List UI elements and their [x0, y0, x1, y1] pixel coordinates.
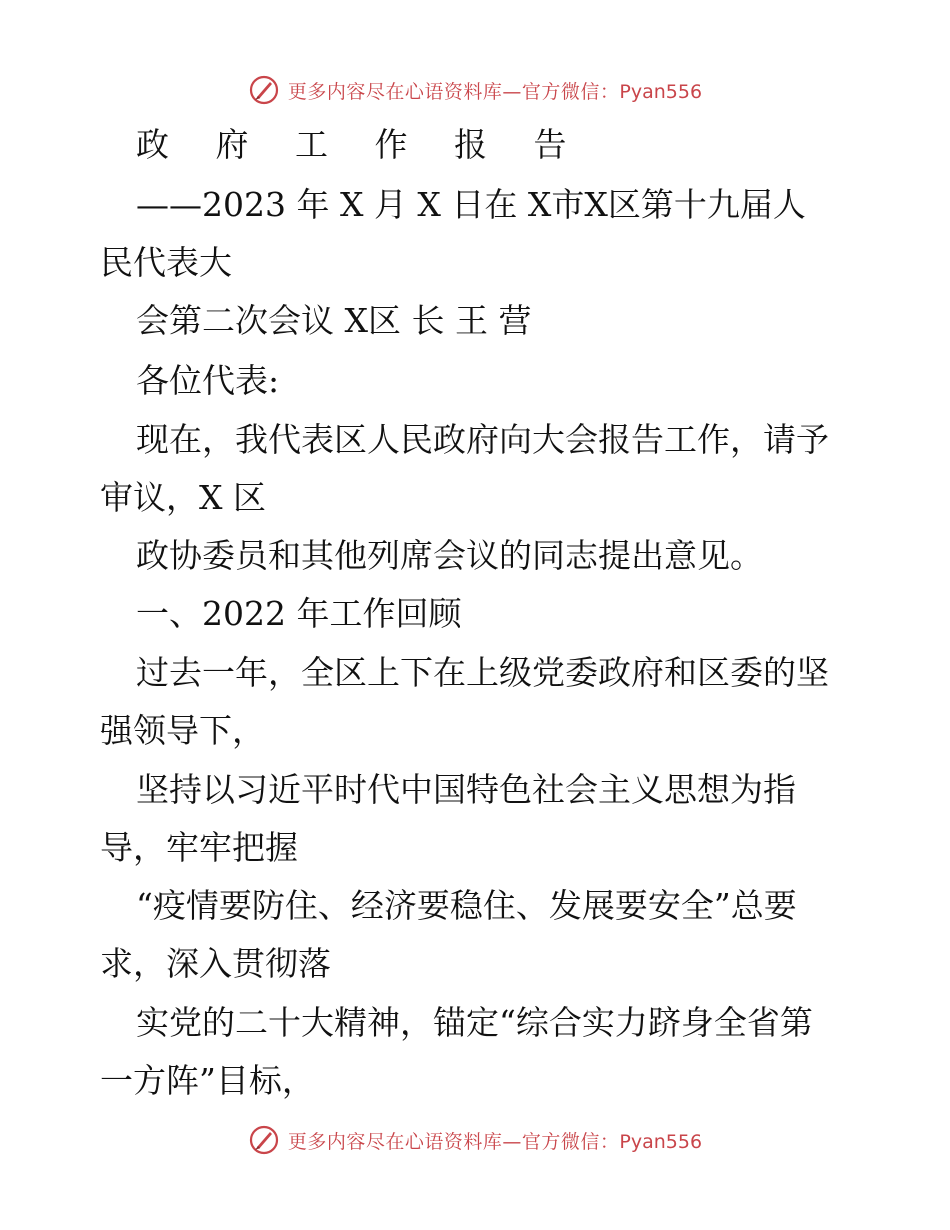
section-heading: 一、2022 年工作回顾 [136, 594, 462, 633]
watermark-text: 更多内容尽在心语资料库—官方微信： [287, 1130, 620, 1153]
paragraph-line: 坚持以习近平时代中国特色社会主义思想为指 [136, 770, 796, 809]
quill-pen-logo-icon [248, 1124, 280, 1156]
document-title: 政 府 工 作 报 告 [136, 125, 585, 164]
quill-pen-logo-icon [248, 74, 280, 106]
paragraph-line: 导，牢牢把握 [100, 828, 298, 867]
paragraph-line: 审议，X 区 [100, 478, 266, 517]
footer-watermark [0, 1120, 950, 1160]
document-subtitle-line: 民代表大 [100, 243, 232, 282]
paragraph-line: “疫情要防住、经济要稳住、发展要安全”总要 [136, 886, 797, 925]
paragraph-line: 一方阵”目标， [100, 1061, 315, 1100]
paragraph-line: 强领导下， [100, 711, 265, 750]
paragraph-line: 过去一年，全区上下在上级党委政府和区委的坚 [136, 653, 829, 692]
watermark-wechat-id: Pyan556 [619, 1130, 703, 1153]
watermark-text: 更多内容尽在心语资料库—官方微信： [287, 80, 620, 103]
document-subtitle-line: ——2023 年 X 月 X 日在 X市X区第十九届人 [136, 185, 806, 224]
document-subtitle-line: 会第二次会议 X区 长 王 营 [136, 301, 532, 340]
paragraph-line: 现在，我代表区人民政府向大会报告工作，请予 [136, 420, 829, 459]
salutation: 各位代表: [136, 361, 280, 400]
paragraph-line: 政协委员和其他列席会议的同志提出意见。 [136, 536, 763, 575]
paragraph-line: 求，深入贯彻落 [100, 944, 331, 983]
watermark-wechat-id: Pyan556 [619, 80, 703, 103]
header-watermark [0, 70, 950, 110]
paragraph-line: 实党的二十大精神，锚定“综合实力跻身全省第 [136, 1003, 813, 1042]
